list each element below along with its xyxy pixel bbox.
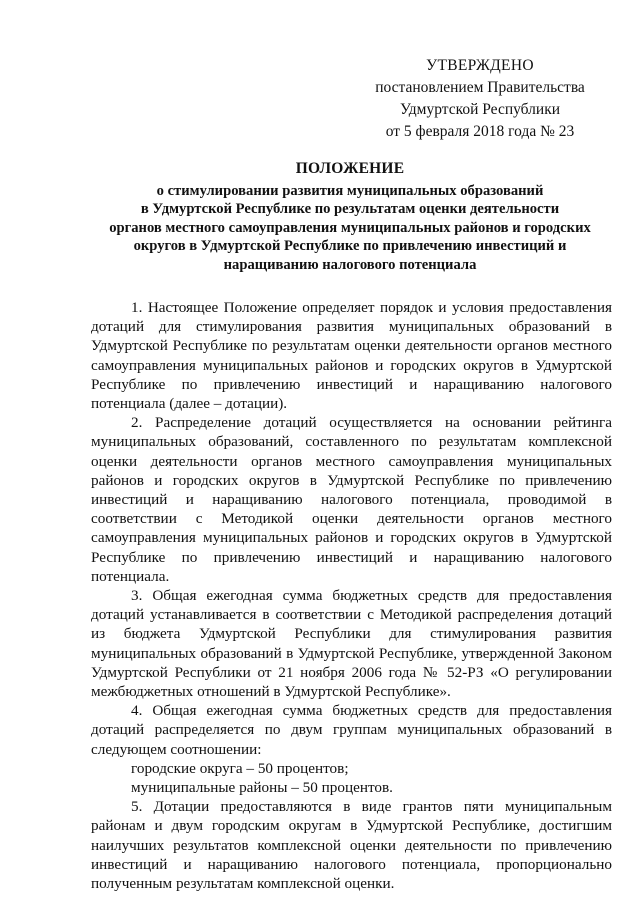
ratio-line-city-districts: городские округа – 50 процентов; (131, 759, 349, 777)
approval-stamp (370, 55, 590, 143)
approval-line-republic: Удмуртской Республики (399, 101, 561, 118)
title-line-4: округов в Удмуртской Республике по привлечению инвестиций и (133, 238, 567, 254)
paragraph-5: 5. Дотации предоставляются в виде грантов пяти муниципальным районам и двум городским округам в Удмуртской Республике, достигшим наилучших результатов комплексной оценки деятельности по привлечению инвестиций и наращиванию налогового потенциала, пропорционально полученным результатам комплексной оценки. (91, 798, 612, 893)
paragraph-3: 3. Общая ежегодная сумма бюджетных средств для предоставления дотаций устанавливается в соответствии с Методикой распределения дотаций из бюджета Удмуртской Республики для стимулирования развития муниципальных образований в Удмуртской Республике, утвержденной Законом Удмуртской Республики от 21 ноября 2006 года № 52-РЗ «О регулировании межбюджетных отношений в Удмуртской Республике». (91, 587, 612, 701)
approval-line-resolution: постановлением Правительства (375, 79, 585, 96)
document-body (91, 298, 612, 893)
paragraph-2: 2. Распределение дотаций осуществляется на основании рейтинга муниципальных образований, составленного по результатам комплексной оценки деятельности органов местного самоуправления муниципальных районов и городских округов в Удмуртской Республике по привлечению инвестиций и наращиванию налогового потенциала, проводимой в соответствии с Методикой оценки деятельности органов местного самоуправления муниципальных районов и городских округов в Удмуртской Республике по привлечению инвестиций и наращиванию налогового потенциала. (91, 414, 612, 585)
document-title (80, 160, 620, 274)
document-heading: ПОЛОЖЕНИЕ (295, 160, 405, 177)
title-line-5: наращиванию налогового потенциала (223, 256, 477, 273)
ratio-line-municipal-districts: муниципальные районы – 50 процентов. (131, 779, 393, 797)
title-line-3: органов местного самоуправления муниципальных районов и городских (109, 219, 591, 236)
paragraph-1: 1. Настоящее Положение определяет порядок и условия предоставления дотаций для стимулирования развития муниципальных образований в Удмуртской Республике по результатам оценки деятельности органов местного самоуправления муниципальных районов и городских округов в Удмуртской Республике по привлечению инвестиций и наращиванию налогового потенциала (далее – дотации). (91, 299, 612, 413)
paragraph-4: 4. Общая ежегодная сумма бюджетных средств для предоставления дотаций распределяется по двум группам муниципальных образований в следующем соотношении: (91, 702, 612, 758)
title-line-2: в Удмуртской Республике по результатам оценки деятельности (140, 201, 560, 217)
approval-line-date: от 5 февраля 2018 года № 23 (385, 123, 575, 140)
title-line-1: о стимулировании развития муниципальных образований (156, 182, 544, 199)
approval-title: УТВЕРЖДЕНО (426, 57, 534, 74)
